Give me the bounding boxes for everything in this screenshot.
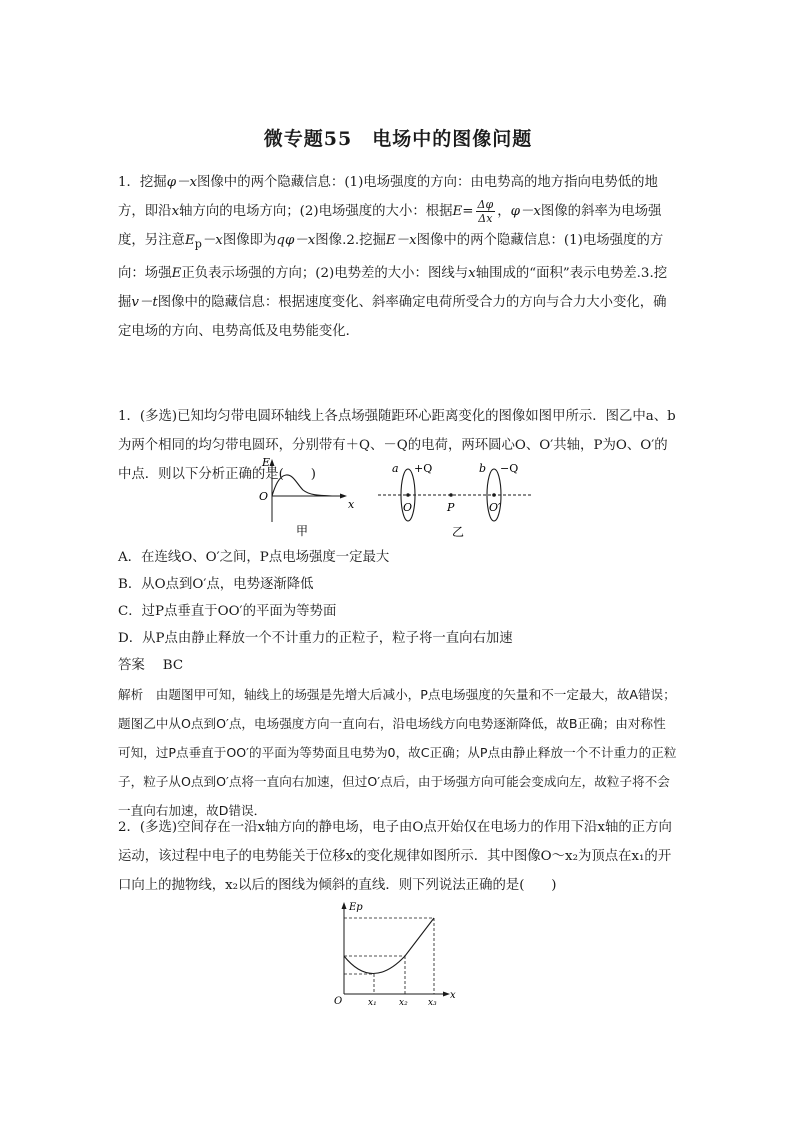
option-b: B．从O点到O′点，电势逐渐降低 — [118, 577, 314, 592]
arrow-up-icon — [342, 902, 347, 909]
intro-math: －x — [201, 233, 223, 248]
intro-math: E — [171, 265, 182, 281]
intro-text: 图像中的两个隐藏信息：(1)电场强度的方向：由电势高的地方指向电势低的地方，即沿 — [118, 175, 658, 219]
charge-a-label: +Q — [414, 462, 433, 475]
tick-x2-label: x₂ — [399, 998, 408, 1008]
intro-paragraph — [118, 168, 678, 346]
figure-label: 乙 — [452, 525, 465, 539]
intro-text: 1．挖掘 — [118, 175, 167, 190]
axis-x-label: x — [348, 498, 355, 511]
option-d: D．从P点由静止释放一个不计重力的正粒子，粒子将一直向右加速 — [118, 631, 513, 646]
intro-text: 轴围成的“面积”表示电势差.3.挖掘 — [118, 265, 668, 310]
answer-label: 答案 — [118, 658, 145, 673]
arrow-right-icon — [340, 494, 347, 499]
intro-math: E－x — [385, 233, 417, 248]
tick-x1-label: x₁ — [368, 998, 377, 1008]
explanation: 解析 由题图甲可知，轴线上的场强是先增大后减小，P点电场强度的矢量和不一定最大，故A错误；题图乙中从O点到O′点，电场强度方向一直向右，沿电场线方向电势逐渐降低，故B正确；由对称性可知，过P点垂直于OO′的平面为等势面且电势为0，故C正确；从P点由静止释放一个不计重力的正粒子，粒子从O点到O′点将一直向右加速，但过O′点后，由于场强方向可能会变成向左，故粒子将不会一直向右加速，故D错误． — [118, 687, 677, 818]
question-1-stem: 1．(多选)已知均匀带电圆环轴线上各点场强随距环心距离变化的图像如图甲所示．图乙中a、b为两个相同的均匀带电圆环，分别带有＋Q、－Q的电荷，两环圆心O、O′共轴，P为O、O′的中点．则以下分析正确的是( ) — [118, 409, 676, 482]
intro-math: x — [171, 204, 180, 219]
intro-math: qφ－x — [276, 233, 316, 248]
ring-a-label: a — [392, 462, 399, 475]
origin-label: O — [334, 996, 343, 1007]
intro-text: 图像即为 — [222, 233, 277, 248]
intro-text: ， — [497, 204, 511, 219]
intro-subscript: p — [194, 237, 202, 251]
intro-text: 图像中的隐藏信息：根据速度变化、斜率确定电荷所受合力的方向与合力大小变化，确定电场的方向、电势高低及电势能变化． — [118, 294, 667, 339]
center-o-dot — [406, 493, 410, 497]
charge-b-label: −Q — [500, 462, 519, 475]
question-2-stem: 2．(多选)空间存在一沿x轴方向的静电场，电子由O点开始仅在电场力的作用下沿x轴的正方向运动，该过程中电子的电势能关于位移x的变化规律如图所示．其中图像O～x₂为顶点在x₁的开口向上的抛物线，x₂以后的图线为倾斜的直线．则下列说法正确的是( ) — [118, 820, 672, 893]
axis-x-label: x — [450, 990, 456, 1001]
intro-text: 轴方向的电场方向；(2)电场强度的大小：根据 — [179, 204, 453, 219]
intro-text: 图像中的两个隐藏信息：(1)电场强度的方向：场强 — [118, 233, 664, 281]
center-o2-dot — [492, 493, 496, 497]
intro-math: φ－x — [166, 175, 198, 190]
figure-jia — [256, 456, 356, 542]
center-o-label: O — [403, 501, 413, 514]
figure-label: 甲 — [296, 524, 309, 538]
answer-line — [118, 654, 201, 673]
figure-yi — [376, 458, 536, 542]
intro-text: 正负表示场强的方向；(2)电势差的大小：图线与 — [181, 265, 469, 281]
fraction — [476, 198, 496, 225]
arrow-up-icon — [270, 459, 275, 466]
intro-math: x — [468, 265, 476, 281]
option-c: C．过P点垂直于OO′的平面为等势面 — [118, 604, 337, 619]
intro-math: v－t — [131, 294, 158, 310]
axis-y-label: E — [262, 456, 271, 469]
center-o2-label: O′ — [489, 501, 501, 514]
intro-math: E — [452, 204, 463, 219]
figure-ep-x — [334, 898, 464, 1008]
intro-math: φ－x — [510, 204, 541, 219]
intro-text: 图像.2.挖掘 — [315, 233, 386, 248]
intro-text: 图像的斜率为电场强度，另注意 — [118, 204, 662, 248]
origin-label: O — [259, 490, 269, 503]
ring-b-label: b — [479, 462, 487, 475]
intro-text: = — [462, 204, 474, 219]
option-a: A．在连线O、O′之间，P点电场强度一定最大 — [118, 550, 390, 565]
page-title: 微专题55 电场中的图像问题 — [263, 128, 533, 150]
fraction-numerator: Δφ — [477, 198, 494, 211]
curve-e-x — [272, 475, 332, 496]
arrow-right-icon — [443, 992, 450, 997]
axis-y-label: Ep — [349, 902, 363, 913]
curve-ep-x — [344, 918, 434, 974]
intro-math: E — [184, 233, 195, 248]
tick-x3-label: x₃ — [428, 998, 437, 1008]
point-p-dot — [449, 493, 453, 497]
answer-value: BC — [162, 658, 184, 673]
point-p-label: P — [447, 501, 455, 514]
fraction-denominator: Δx — [478, 212, 493, 225]
